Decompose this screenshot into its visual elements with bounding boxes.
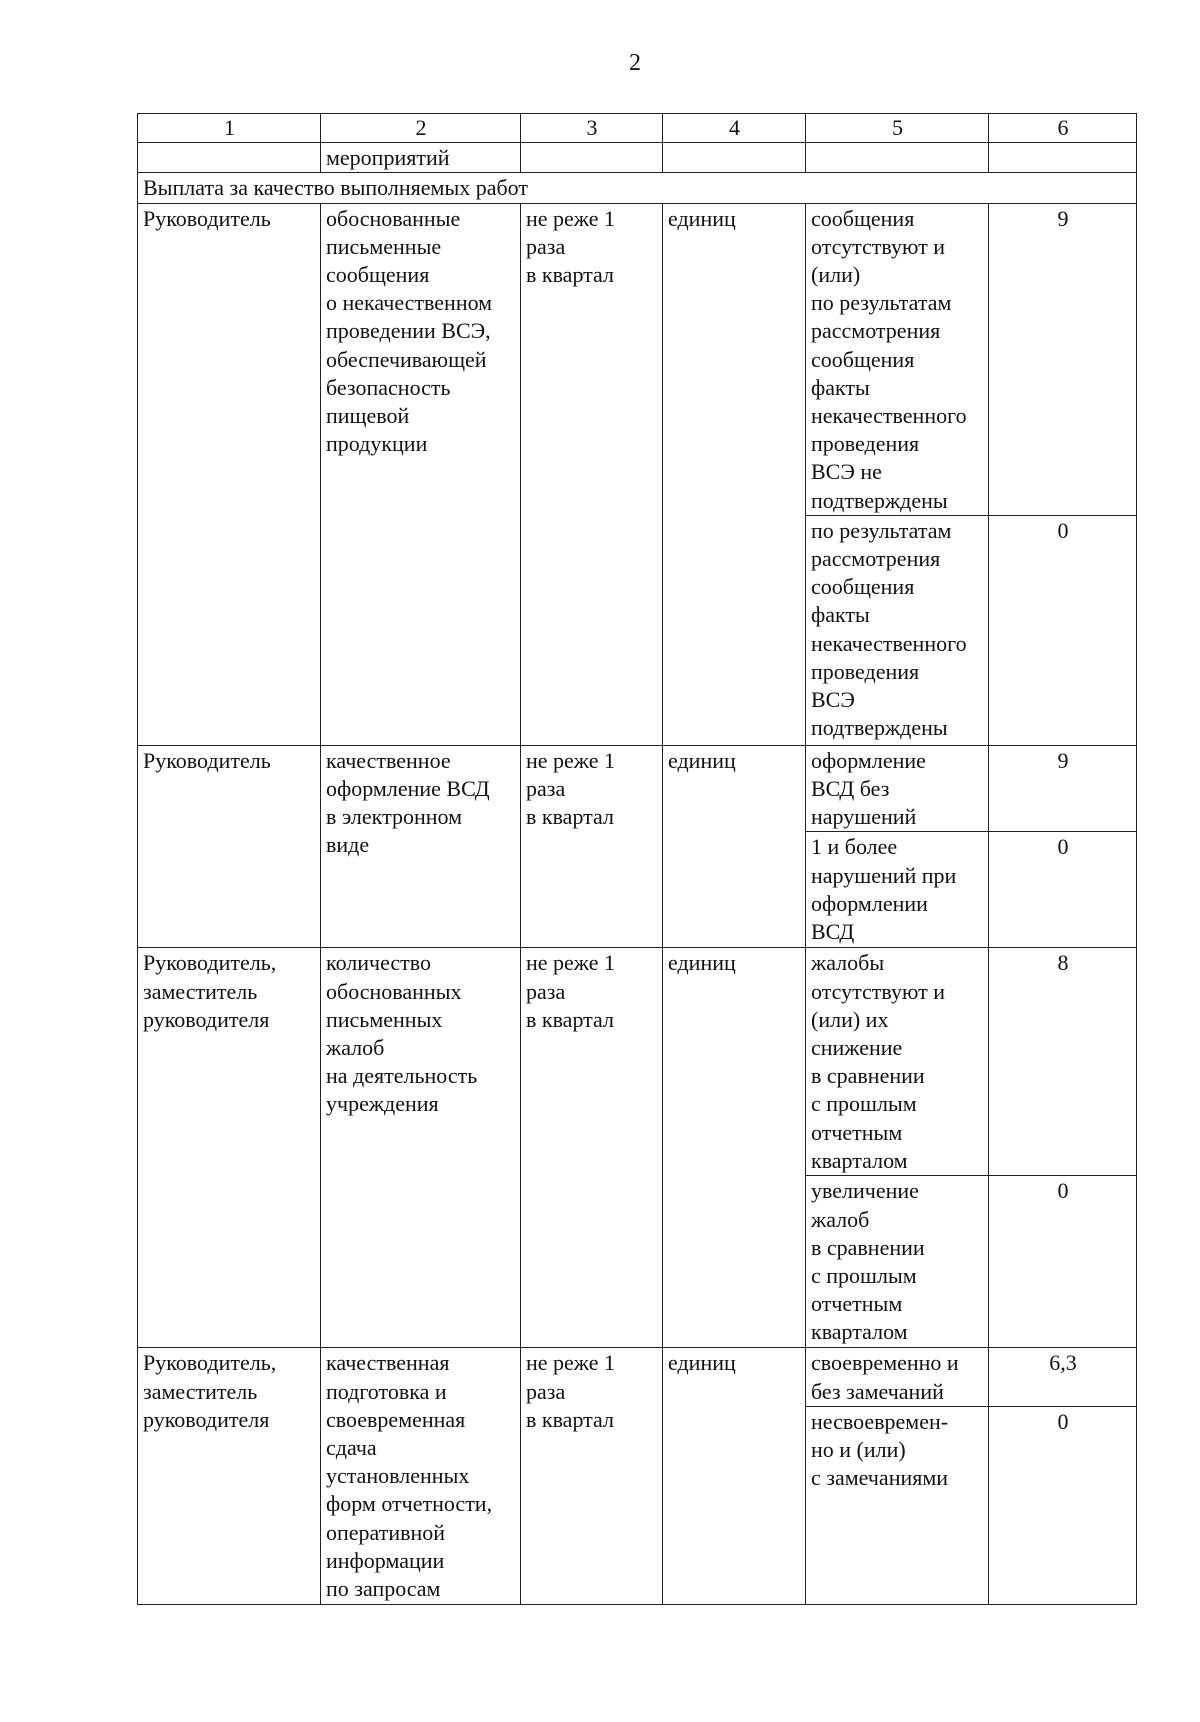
column-number: 4	[663, 114, 806, 143]
page-number: 2	[629, 50, 641, 76]
criterion-cell: несвоевремен- но и (или) с замечаниями	[806, 1406, 989, 1604]
table-row	[138, 948, 1137, 1176]
frequency-cell: не реже 1 раза в квартал	[521, 745, 663, 948]
column-number: 6	[989, 114, 1137, 143]
position-cell: Руководитель	[138, 203, 321, 745]
criterion-cell: жалобы отсутствуют и (или) их снижение в сравнении с прошлым отчетным кварталом	[806, 948, 989, 1176]
points-cell: 8	[989, 948, 1137, 1176]
position-cell: Руководитель, заместитель руководителя	[138, 948, 321, 1348]
points-cell: 9	[989, 203, 1137, 515]
column-number: 2	[321, 114, 521, 143]
continuation-text: мероприятий	[321, 143, 521, 173]
points-cell: 0	[989, 832, 1137, 948]
points-cell: 0	[989, 1406, 1137, 1604]
column-number: 3	[521, 114, 663, 143]
section-title: Выплата за качество выполняемых работ	[138, 173, 1137, 203]
points-cell: 0	[989, 1176, 1137, 1348]
criterion-cell: сообщения отсутствуют и (или) по результатам рассмотрения сообщения факты некачественного проведения ВСЭ не подтверждены	[806, 203, 989, 515]
unit-cell: единиц	[663, 1348, 806, 1604]
unit-cell: единиц	[663, 948, 806, 1348]
section-row	[138, 173, 1137, 203]
indicator-cell: количество обоснованных письменных жалоб на деятельность учреждения	[321, 948, 521, 1348]
column-number-row	[138, 114, 1137, 143]
table-row	[138, 1348, 1137, 1406]
position-cell: Руководитель, заместитель руководителя	[138, 1348, 321, 1604]
points-cell: 0	[989, 515, 1137, 745]
indicator-cell: качественное оформление ВСД в электронном виде	[321, 745, 521, 948]
position-cell: Руководитель	[138, 745, 321, 948]
points-cell: 9	[989, 745, 1137, 832]
criteria-table	[137, 113, 1137, 1605]
unit-cell: единиц	[663, 745, 806, 948]
frequency-cell: не реже 1 раза в квартал	[521, 948, 663, 1348]
criterion-cell: оформление ВСД без нарушений	[806, 745, 989, 832]
indicator-cell: обоснованные письменные сообщения о некачественном проведении ВСЭ, обеспечивающей безопасность пищевой продукции	[321, 203, 521, 745]
criterion-cell: увеличение жалоб в сравнении с прошлым отчетным кварталом	[806, 1176, 989, 1348]
table-row	[138, 745, 1137, 832]
criterion-cell: по результатам рассмотрения сообщения факты некачественного проведения ВСЭ подтверждены	[806, 515, 989, 745]
criterion-cell: 1 и более нарушений при оформлении ВСД	[806, 832, 989, 948]
criterion-cell: своевременно и без замечаний	[806, 1348, 989, 1406]
indicator-cell: качественная подготовка и своевременная сдача установленных форм отчетности, оперативной информации по запросам	[321, 1348, 521, 1604]
continuation-row	[138, 143, 1137, 173]
points-cell: 6,3	[989, 1348, 1137, 1406]
column-number: 5	[806, 114, 989, 143]
table-row	[138, 203, 1137, 515]
frequency-cell: не реже 1 раза в квартал	[521, 1348, 663, 1604]
unit-cell: единиц	[663, 203, 806, 745]
column-number: 1	[138, 114, 321, 143]
frequency-cell: не реже 1 раза в квартал	[521, 203, 663, 745]
